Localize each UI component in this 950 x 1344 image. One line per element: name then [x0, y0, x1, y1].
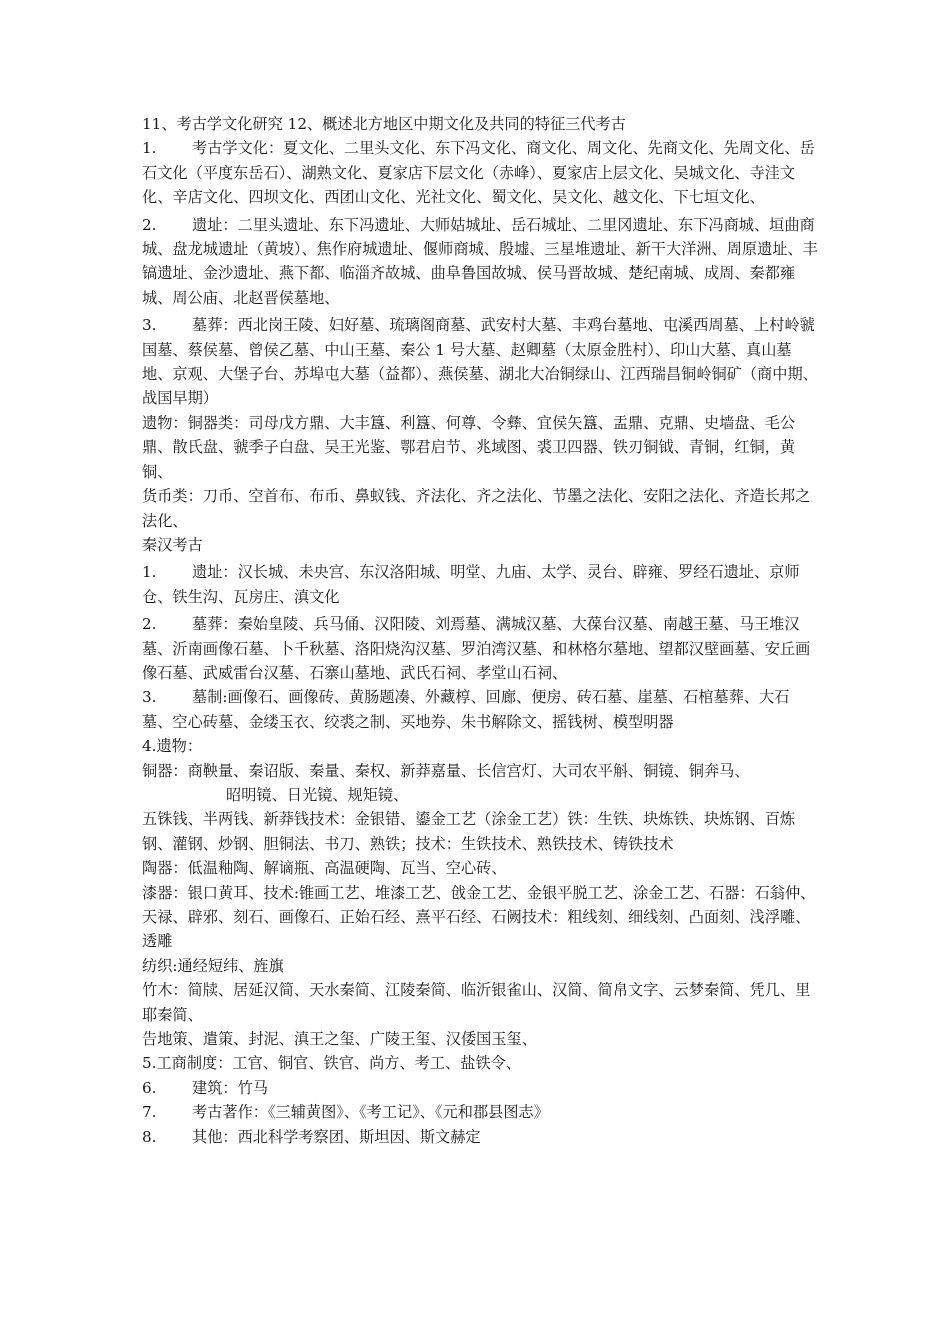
coins-iron-tech: 五铢钱、半两钱、新莽钱技术：金银错、鎏金工艺（涂金工艺）铁：生铁、块炼铁、块炼钢、百炼钢、灌钢、炒钢、胆铜法、书刀、熟铁；技术：生铁技术、熟铁技术、铸铁技术 [142, 810, 796, 853]
sandai-item-3 [142, 313, 818, 411]
section-heading-qinhan: 秦汉考古 [142, 535, 203, 554]
pottery: 陶器：低温釉陶、解谪瓶、高温硬陶、瓦当、空心砖、 [142, 859, 507, 878]
tomb-inventories-seals: 告地策、遣策、封泥、滇王之玺、广陵王玺、汉倭国玉玺、 [142, 1030, 537, 1049]
item-text: 遗址：二里头遗址、东下冯遗址、大师姑城址、岳石城址、二里冈遗址、东下冯商城、垣曲商城、盘龙城遗址（黄坡）、焦作府城遗址、偃师商城、殷墟、三星堆遗址、新干大洋洲、周原遗址、丰镐遗址、金沙遗址、燕下都、临淄齐故城、曲阜鲁国故城、侯马晋故城、楚纪南城、成周、秦都雍城、周公庙、北赵晋侯墓地、 [142, 215, 818, 307]
item-number: 6. [142, 1078, 157, 1097]
textiles: 纺织:通经短纬、旌旗 [142, 956, 284, 975]
industry-commerce-system: 5.工商制度：工官、铜官、铁官、尚方、考工、盐铁令、 [142, 1054, 521, 1073]
qinhan-item-8 [142, 1125, 818, 1149]
item-text: 考古学文化：夏文化、二里头文化、东下冯文化、商文化、周文化、先商文化、先周文化、岳石文化（平度东岳石）、湖熟文化、夏家店下层文化（赤峰）、夏家店上层文化、吴城文化、寺洼文化、辛店文化、四坝文化、西团山文化、光社文化、蜀文化、吴文化、越文化、下七垣文化、 [142, 139, 815, 207]
item-text: 墓制:画像石、画像砖、黄肠题凑、外藏椁、回廊、便房、砖石墓、崖墓、石棺墓葬、大石墓、空心砖墓、金缕玉衣、绞裘之制、买地券、朱书解除文、摇钱树、模型明器 [142, 688, 790, 731]
qinhan-item-6 [142, 1076, 818, 1100]
bronze-relics: 遗物：铜器类：司母戊方鼎、大丰簋、利簋、何尊、令彝、宜侯矢簋、盂鼎、克鼎、史墙盘、毛公鼎、散氏盘、虢季子白盘、吴王光鉴、鄂君启节、兆域图、裘卫四器、铁刃铜钺、青铜，红铜，黄铜、 [142, 413, 796, 481]
item-text: 遗址：汉长城、未央宫、东汉洛阳城、明堂、九庙、太学、灵台、辟雍、罗经石遗址、京师仓、铁生沟、瓦房庄、滇文化 [142, 563, 800, 606]
currency-relics: 货币类：刀币、空首布、布币、鼻蚁钱、齐法化、齐之法化、节墨之法化、安阳之法化、齐造长邦之法化、 [142, 487, 811, 530]
qinhan-item-3 [142, 685, 818, 734]
bronze-ware-line-1: 铜器：商鞅量、秦诏版、秦量、秦权、新莽嘉量、长信宫灯、大司农平斛、铜镜、铜奔马、 [142, 761, 750, 780]
document-body [142, 112, 818, 1149]
item-text: 墓葬：西北岗王陵、妇好墓、琉璃阁商墓、武安村大墓、丰鸡台墓地、屯溪西周墓、上村岭虢国墓、蔡侯墓、曾侯乙墓、中山王墓、秦公 1 号大墓、赵卿墓（太原金胜村）、印山大墓、真山墓地、京观、大堡子台、苏埠屯大墓（益都）、燕侯墓、湖北大冶铜绿山、江西瑞昌铜岭铜矿（商中期、战国早期） [142, 316, 818, 408]
bronze-ware-line-2: 昭明镜、日光镜、规矩镜、 [226, 785, 409, 804]
qinhan-item-7 [142, 1100, 818, 1124]
qinhan-item-1 [142, 560, 818, 609]
item-number: 1. [142, 139, 157, 158]
item-number: 1. [142, 563, 157, 582]
item-number: 2. [142, 215, 157, 234]
item-text: 其他：西北科学考察团、斯坦因、斯文赫定 [192, 1127, 481, 1146]
item-text: 建筑：竹马 [192, 1078, 268, 1097]
relics-heading: 4.遗物： [142, 737, 203, 756]
item-number: 7. [142, 1103, 157, 1122]
item-text: 考古著作：《三辅黄图》、《考工记》、《元和郡县图志》 [192, 1103, 549, 1122]
qinhan-item-2 [142, 612, 818, 685]
bamboo-wood: 竹木：简牍、居延汉简、天水秦简、江陵秦简、临沂银雀山、汉简、简帛文字、云梦秦简、凭几、里耶秦简、 [142, 981, 811, 1024]
sandai-item-1 [142, 136, 818, 209]
lacquer-stone: 漆器：银口黄耳、技术:锥画工艺、堆漆工艺、戗金工艺、金银平脱工艺、涂金工艺、石器：石翁仲、天禄、辟邪、刻石、画像石、正始石经、熹平石经、石阙技术：粗线刻、细线刻、凸面刻、浅浮雕、透雕 [142, 883, 816, 951]
document-title: 11、考古学文化研究 12、概述北方地区中期文化及共同的特征三代考古 [142, 115, 626, 133]
item-number: 8. [142, 1127, 157, 1146]
sandai-item-2 [142, 213, 818, 311]
item-text: 墓葬：秦始皇陵、兵马俑、汉阳陵、刘焉墓、满城汉墓、大葆台汉墓、南越王墓、马王堆汉墓、沂南画像石墓、卜千秋墓、洛阳烧沟汉墓、罗泊湾汉墓、和林格尔墓地、望都汉壁画墓、安丘画像石墓、武威雷台汉墓、石寨山墓地、武氏石祠、孝堂山石祠、 [142, 615, 811, 682]
item-number: 2. [142, 615, 157, 634]
item-number: 3. [142, 316, 157, 335]
item-number: 3. [142, 688, 157, 707]
